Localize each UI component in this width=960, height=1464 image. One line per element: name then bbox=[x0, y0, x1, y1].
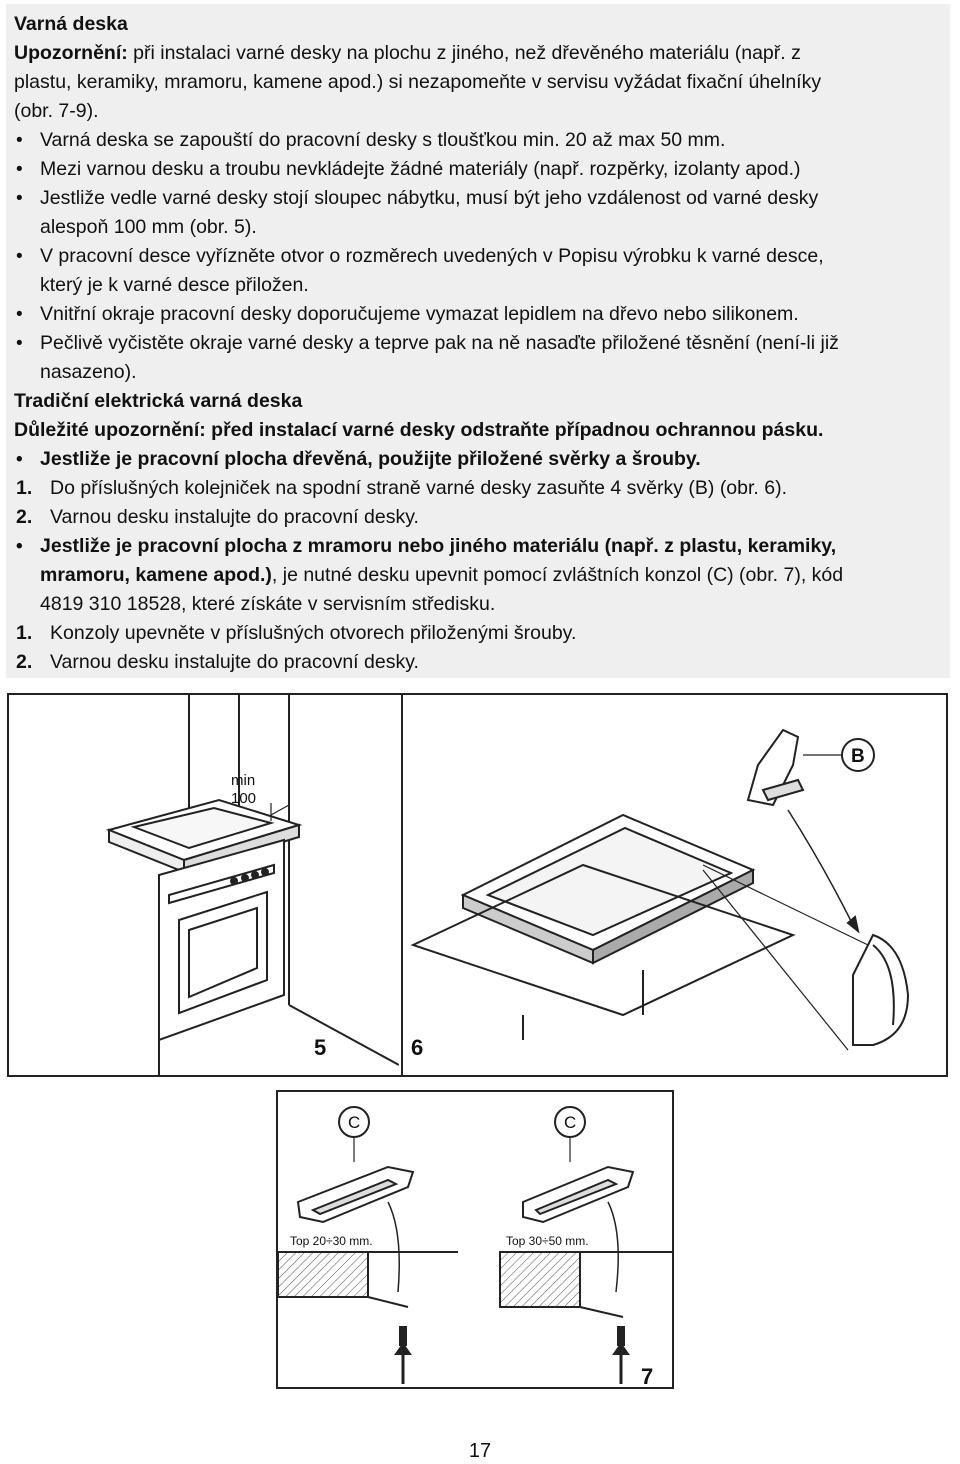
fig7-top-left-label: Top 20÷30 mm. bbox=[290, 1234, 373, 1248]
warning-paragraph bbox=[14, 39, 942, 68]
step-text: Varnou desku instalujte do pracovní desky. bbox=[50, 506, 419, 528]
instruction-text-box bbox=[6, 4, 950, 678]
fig5-value-label: 100 bbox=[231, 790, 257, 807]
wood-step-2 bbox=[14, 503, 942, 532]
page-number: 17 bbox=[468, 1440, 492, 1462]
step-number: 2. bbox=[16, 506, 33, 528]
step-text: Varnou desku instalujte do pracovní desky. bbox=[50, 651, 419, 673]
fig5-min-label: min bbox=[231, 772, 256, 789]
wood-step-1 bbox=[14, 474, 942, 503]
marble-step-2 bbox=[14, 648, 942, 677]
bullet-item-continuation: který je k varné desce přiložen. bbox=[40, 274, 309, 296]
step-number: 2. bbox=[16, 651, 33, 673]
fig7-callout-c-right: C bbox=[564, 1113, 577, 1132]
figure-6-label: 6 bbox=[411, 1035, 424, 1060]
section-heading-varna-deska: Varná deska bbox=[14, 13, 128, 35]
important-notice: Důležité upozornění: před instalací varné desky odstraňte případnou ochrannou pásku. bbox=[14, 419, 824, 441]
step-number: 1. bbox=[16, 622, 33, 644]
step-text: Konzoly upevněte v příslušných otvorech přiloženými šrouby. bbox=[50, 622, 577, 644]
marble-bullet-line3: 4819 310 18528, které získáte v servisním středisku. bbox=[40, 593, 496, 615]
figure-7-frame bbox=[276, 1090, 674, 1389]
bullet-item: • V pracovní desce vyřízněte otvor o rozměrech uvedených v Popisu výrobku k varné desce, bbox=[14, 242, 942, 271]
bullet-item-continuation: nasazeno). bbox=[40, 361, 137, 383]
figures-5-6-frame bbox=[7, 693, 948, 1077]
step-text: Do příslušných kolejniček na spodní straně varné desky zasuňte 4 svěrky (B) (obr. 6). bbox=[50, 477, 788, 499]
figure-7-label: 7 bbox=[641, 1364, 654, 1389]
fig6-callout-b: B bbox=[851, 746, 865, 767]
figure-5-label: 5 bbox=[314, 1035, 327, 1060]
bullet-item: • Mezi varnou desku a troubu nevkládejte žádné materiály (např. rozpěrky, izolanty apod.) bbox=[14, 155, 942, 184]
warning-text-line1: při instalaci varné desky na plochu z jiného, než dřevěného materiálu (např. z bbox=[127, 42, 801, 64]
figure-5-illustration bbox=[9, 695, 399, 1075]
bullet-item-continuation: alespoň 100 mm (obr. 5). bbox=[40, 216, 257, 238]
marble-bullet: • Jestliže je pracovní plocha z mramoru nebo jiného materiálu (např. z plastu, keramiky, bbox=[14, 532, 942, 561]
fig7-top-right-label: Top 30÷50 mm. bbox=[506, 1234, 589, 1248]
warning-text-line3: (obr. 7-9). bbox=[14, 100, 99, 122]
marble-step-1 bbox=[14, 619, 942, 648]
bullet-item: • Jestliže vedle varné desky stojí sloupec nábytku, musí být jeho vzdálenost od varné desky bbox=[14, 184, 942, 213]
marble-rest-text: , je nutné desku upevnit pomocí zvláštních konzol (C) (obr. 7), kód bbox=[271, 564, 844, 586]
warning-label: Upozornění: bbox=[14, 42, 128, 64]
bullet-item: • Varná deska se zapouští do pracovní desky s tloušťkou min. 20 až max 50 mm. bbox=[14, 126, 942, 155]
section-heading-tradicni: Tradiční elektrická varná deska bbox=[14, 390, 303, 412]
bullet-item: • Pečlivě vyčistěte okraje varné desky a teprve pak na ně nasaďte přiložené těsnění (není-li již bbox=[14, 329, 942, 358]
bullet-item: • Vnitřní okraje pracovní desky doporučujeme vymazat lepidlem na dřevo nebo silikonem. bbox=[14, 300, 942, 329]
warning-text-line2: plastu, keramiky, mramoru, kamene apod.) si nezapomeňte v servisu vyžádat fixační úhelníky bbox=[14, 71, 822, 93]
marble-bullet-line2 bbox=[14, 561, 942, 590]
figure-7-illustration bbox=[278, 1092, 672, 1387]
marble-bold-text: mramoru, kamene apod.) bbox=[40, 564, 272, 586]
figure-6-illustration bbox=[403, 695, 946, 1075]
step-number: 1. bbox=[16, 477, 33, 499]
wood-bullet: • Jestliže je pracovní plocha dřevěná, použijte přiložené svěrky a šrouby. bbox=[14, 445, 942, 474]
fig7-callout-c-left: C bbox=[348, 1113, 361, 1132]
